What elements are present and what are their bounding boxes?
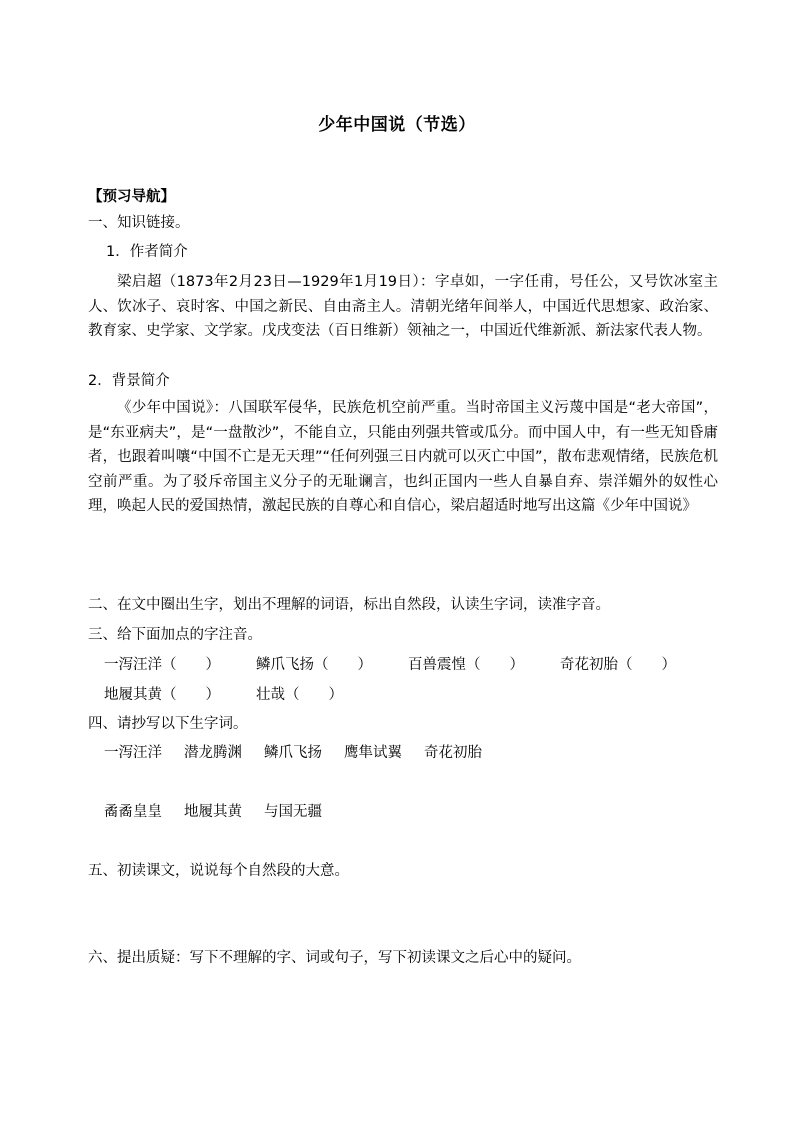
page-title: 少年中国说（节选） xyxy=(318,115,476,135)
section-heading: 【预习导航】 xyxy=(88,189,175,205)
copy-word: 鹰隼试翼 xyxy=(344,745,402,761)
background-intro-paragraph: 《少年中国说》：八国联军侵华，民族危机空前严重。当时帝国主义污蔑中国是“老大帝国”，是“东亚病夫”，是“一盘散沙”，不能自立，只能由列强共管或瓜分。而中国人中，有一些无知昏庸者，也跟着叫嚷“中国不亡是无天理”“任何列强三日内就可以灭亡中国”，散布悲观情绪，民族危机空前严重。为了驳斥帝国主义分子的无耻谰言，也纠正国内一些人自暴自弃、崇洋媚外的奴性心理，唤起人民的爱国热情，激起民族的自尊心和自信心，梁启超适时地写出这篇《少年中国说》 xyxy=(88,400,718,515)
pinyin-item: 一泻汪洋（ ） xyxy=(104,657,220,673)
pinyin-row-2 xyxy=(104,683,343,707)
task-six-heading: 六、提出质疑：写下不理解的字、词或句子，写下初读课文之后心中的疑问。 xyxy=(88,950,581,966)
copy-word: 奇花初胎 xyxy=(424,745,482,761)
copy-words-row-2 xyxy=(104,800,322,824)
pinyin-item: 壮哉（ ） xyxy=(256,687,343,703)
pinyin-item: 奇花初胎（ ） xyxy=(560,657,676,673)
author-intro-heading: 1．作者简介 xyxy=(106,244,188,260)
copy-word: 与国无疆 xyxy=(264,804,322,820)
pinyin-item: 地履其黄（ ） xyxy=(104,687,220,703)
copy-words-row-1 xyxy=(104,741,482,765)
task-two-heading: 二、在文中圈出生字，划出不理解的词语，标出自然段，认读生字词，读准字音。 xyxy=(88,597,610,613)
copy-word: 鳞爪飞扬 xyxy=(264,745,322,761)
copy-word: 潜龙腾渊 xyxy=(184,745,242,761)
author-intro-paragraph: 梁启超（1873年2月23日—1929年1月19日）：字卓如，一字任甫，号任公，又号饮冰室主人、饮冰子、哀时客、中国之新民、自由斋主人。清朝光绪年间举人，中国近代思想家、政治家、教育家、史学家、文学家。戊戌变法（百日维新）领袖之一，中国近代维新派、新法家代表人物。 xyxy=(88,274,718,340)
pinyin-item: 百兽震惶（ ） xyxy=(408,657,524,673)
background-intro-heading: 2．背景简介 xyxy=(88,373,170,389)
copy-word: 矞矞皇皇 xyxy=(104,804,162,820)
task-three-heading: 三、给下面加点的字注音。 xyxy=(88,627,262,643)
knowledge-link-heading: 一、知识链接。 xyxy=(88,215,190,231)
task-four-heading: 四、请抄写以下生字词。 xyxy=(88,716,248,732)
copy-word: 地履其黄 xyxy=(184,804,242,820)
copy-word: 一泻汪洋 xyxy=(104,745,162,761)
pinyin-row-1 xyxy=(104,653,676,677)
task-five-heading: 五、初读课文，说说每个自然段的大意。 xyxy=(88,863,349,879)
pinyin-item: 鳞爪飞扬（ ） xyxy=(256,657,372,673)
